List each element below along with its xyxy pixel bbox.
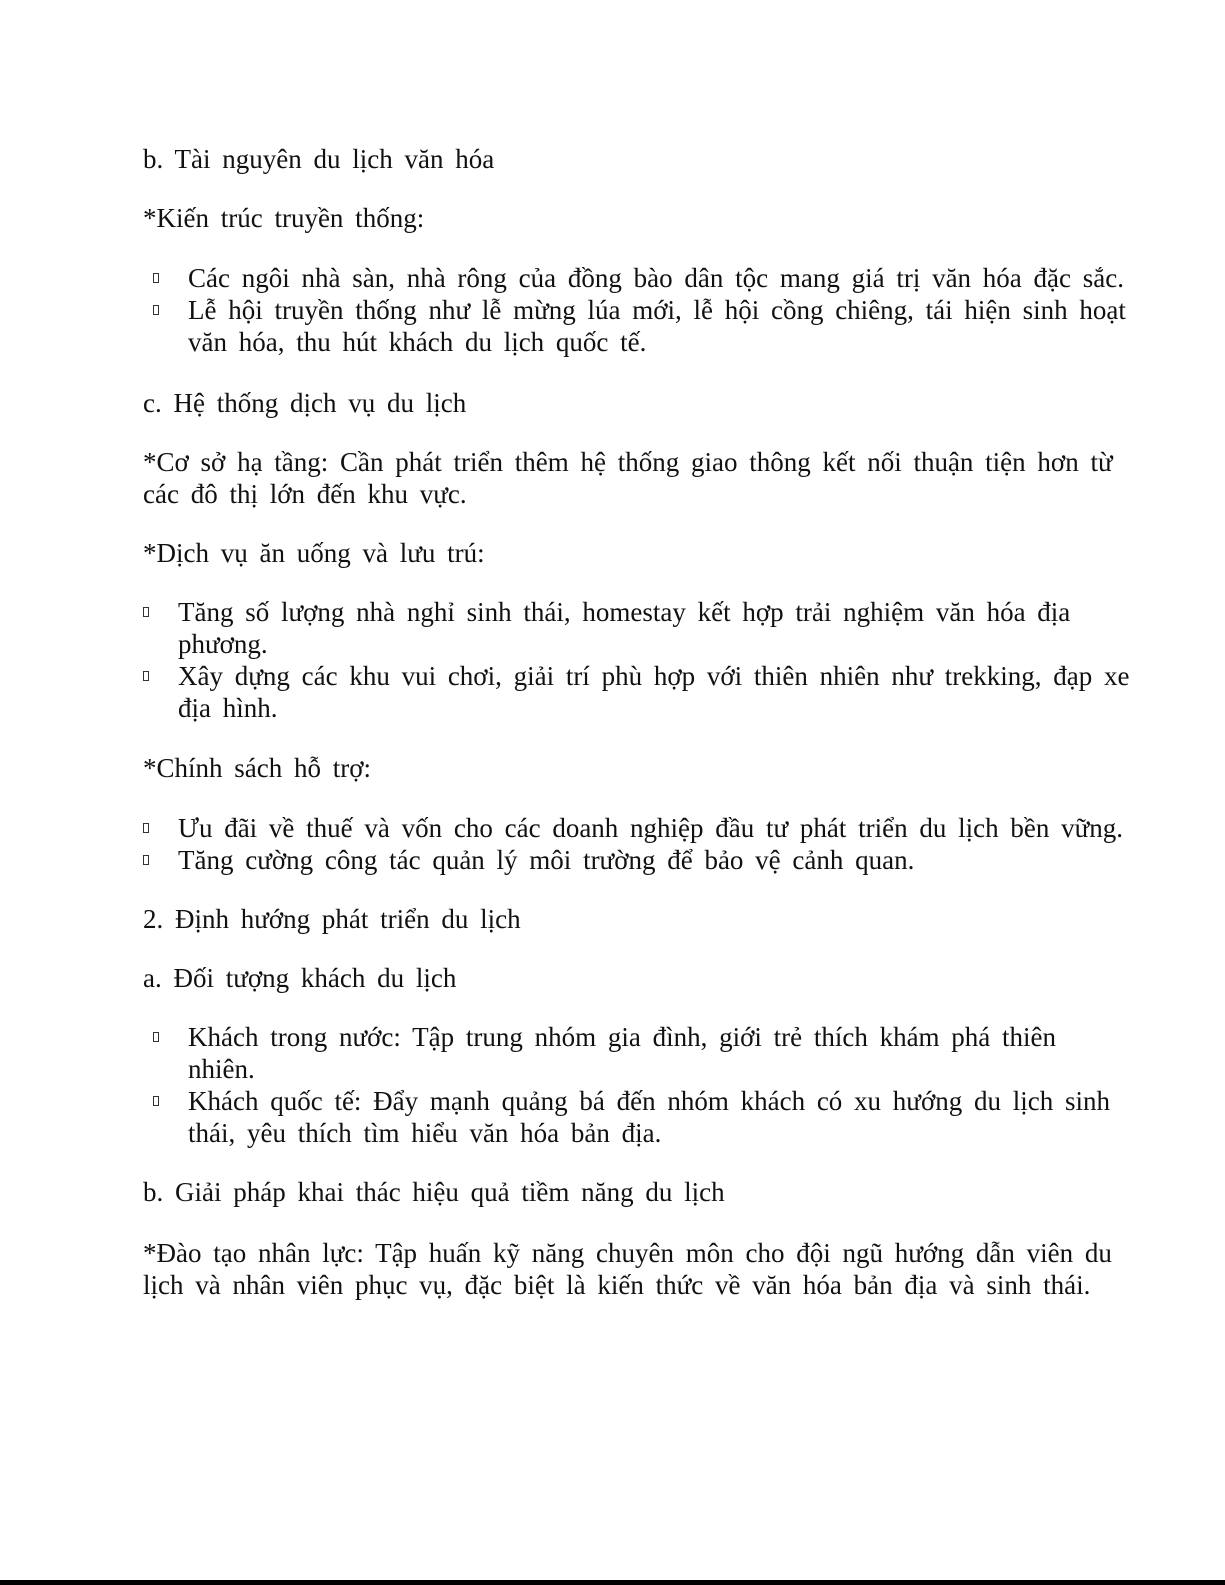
list-item	[143, 596, 1133, 660]
paragraph-workforce-training: *Đào tạo nhân lực: Tập huấn kỹ năng chuyên môn cho đội ngũ hướng dẫn viên du lịch và nhân viên phục vụ, đặc biệt là kiến thức về văn hóa bản địa và sinh thái.	[143, 1238, 1112, 1300]
square-bullet-icon	[153, 273, 159, 283]
heading-exploitation-solutions: b. Giải pháp khai thác hiệu quả tiềm năng du lịch	[143, 1177, 725, 1207]
square-bullet-icon	[143, 671, 149, 681]
list-food-lodging	[143, 596, 1133, 724]
list-item	[143, 294, 1158, 358]
list-item	[143, 262, 1158, 294]
list-item	[143, 812, 1158, 844]
square-bullet-icon	[153, 305, 159, 315]
list-item-text: Xây dựng các khu vui chơi, giải trí phù hợp với thiên nhiên như trekking, đạp xe địa hình.	[178, 661, 1130, 723]
square-bullet-icon	[143, 607, 149, 617]
square-bullet-icon	[143, 855, 149, 865]
square-bullet-icon	[153, 1032, 159, 1042]
label-food-lodging: *Dịch vụ ăn uống và lưu trú:	[143, 538, 485, 568]
heading-tourist-targets: a. Đối tượng khách du lịch	[143, 963, 457, 993]
square-bullet-icon	[143, 823, 149, 833]
list-item	[143, 660, 1133, 724]
list-item	[143, 844, 1158, 876]
list-architecture	[143, 262, 1158, 358]
paragraph-infrastructure: *Cơ sở hạ tầng: Cần phát triển thêm hệ thống giao thông kết nối thuận tiện hơn từ các đô thị lớn đến khu vực.	[143, 447, 1113, 509]
list-item-text: Các ngôi nhà sàn, nhà rông của đồng bào dân tộc mang giá trị văn hóa đặc sắc.	[188, 263, 1124, 293]
list-tourist-targets	[143, 1021, 1133, 1149]
list-item-text: Lễ hội truyền thống như lễ mừng lúa mới, lễ hội cồng chiêng, tái hiện sinh hoạt văn hóa, thu hút khách du lịch quốc tế.	[188, 295, 1126, 357]
bottom-edge-rule	[0, 1580, 1225, 1585]
list-item-text: Ưu đãi về thuế và vốn cho các doanh nghiệp đầu tư phát triển du lịch bền vững.	[178, 813, 1123, 843]
list-item-text: Tăng số lượng nhà nghỉ sinh thái, homestay kết hợp trải nghiệm văn hóa địa phương.	[178, 597, 1071, 659]
list-item	[143, 1085, 1133, 1149]
list-item-text: Tăng cường công tác quản lý môi trường để bảo vệ cảnh quan.	[178, 845, 915, 875]
heading-culture-resources: b. Tài nguyên du lịch văn hóa	[143, 144, 495, 174]
heading-tourism-orientation: 2. Định hướng phát triển du lịch	[143, 904, 521, 934]
label-support-policy: *Chính sách hỗ trợ:	[143, 753, 372, 783]
square-bullet-icon	[153, 1096, 159, 1106]
heading-tourism-services: c. Hệ thống dịch vụ du lịch	[143, 388, 467, 418]
list-item	[143, 1021, 1133, 1085]
list-item-text: Khách quốc tế: Đẩy mạnh quảng bá đến nhóm khách có xu hướng du lịch sinh thái, yêu thích tìm hiểu văn hóa bản địa.	[188, 1086, 1110, 1148]
list-support-policy	[143, 812, 1158, 876]
list-item-text: Khách trong nước: Tập trung nhóm gia đình, giới trẻ thích khám phá thiên nhiên.	[188, 1022, 1057, 1084]
label-traditional-architecture: *Kiến trúc truyền thống:	[143, 203, 425, 233]
